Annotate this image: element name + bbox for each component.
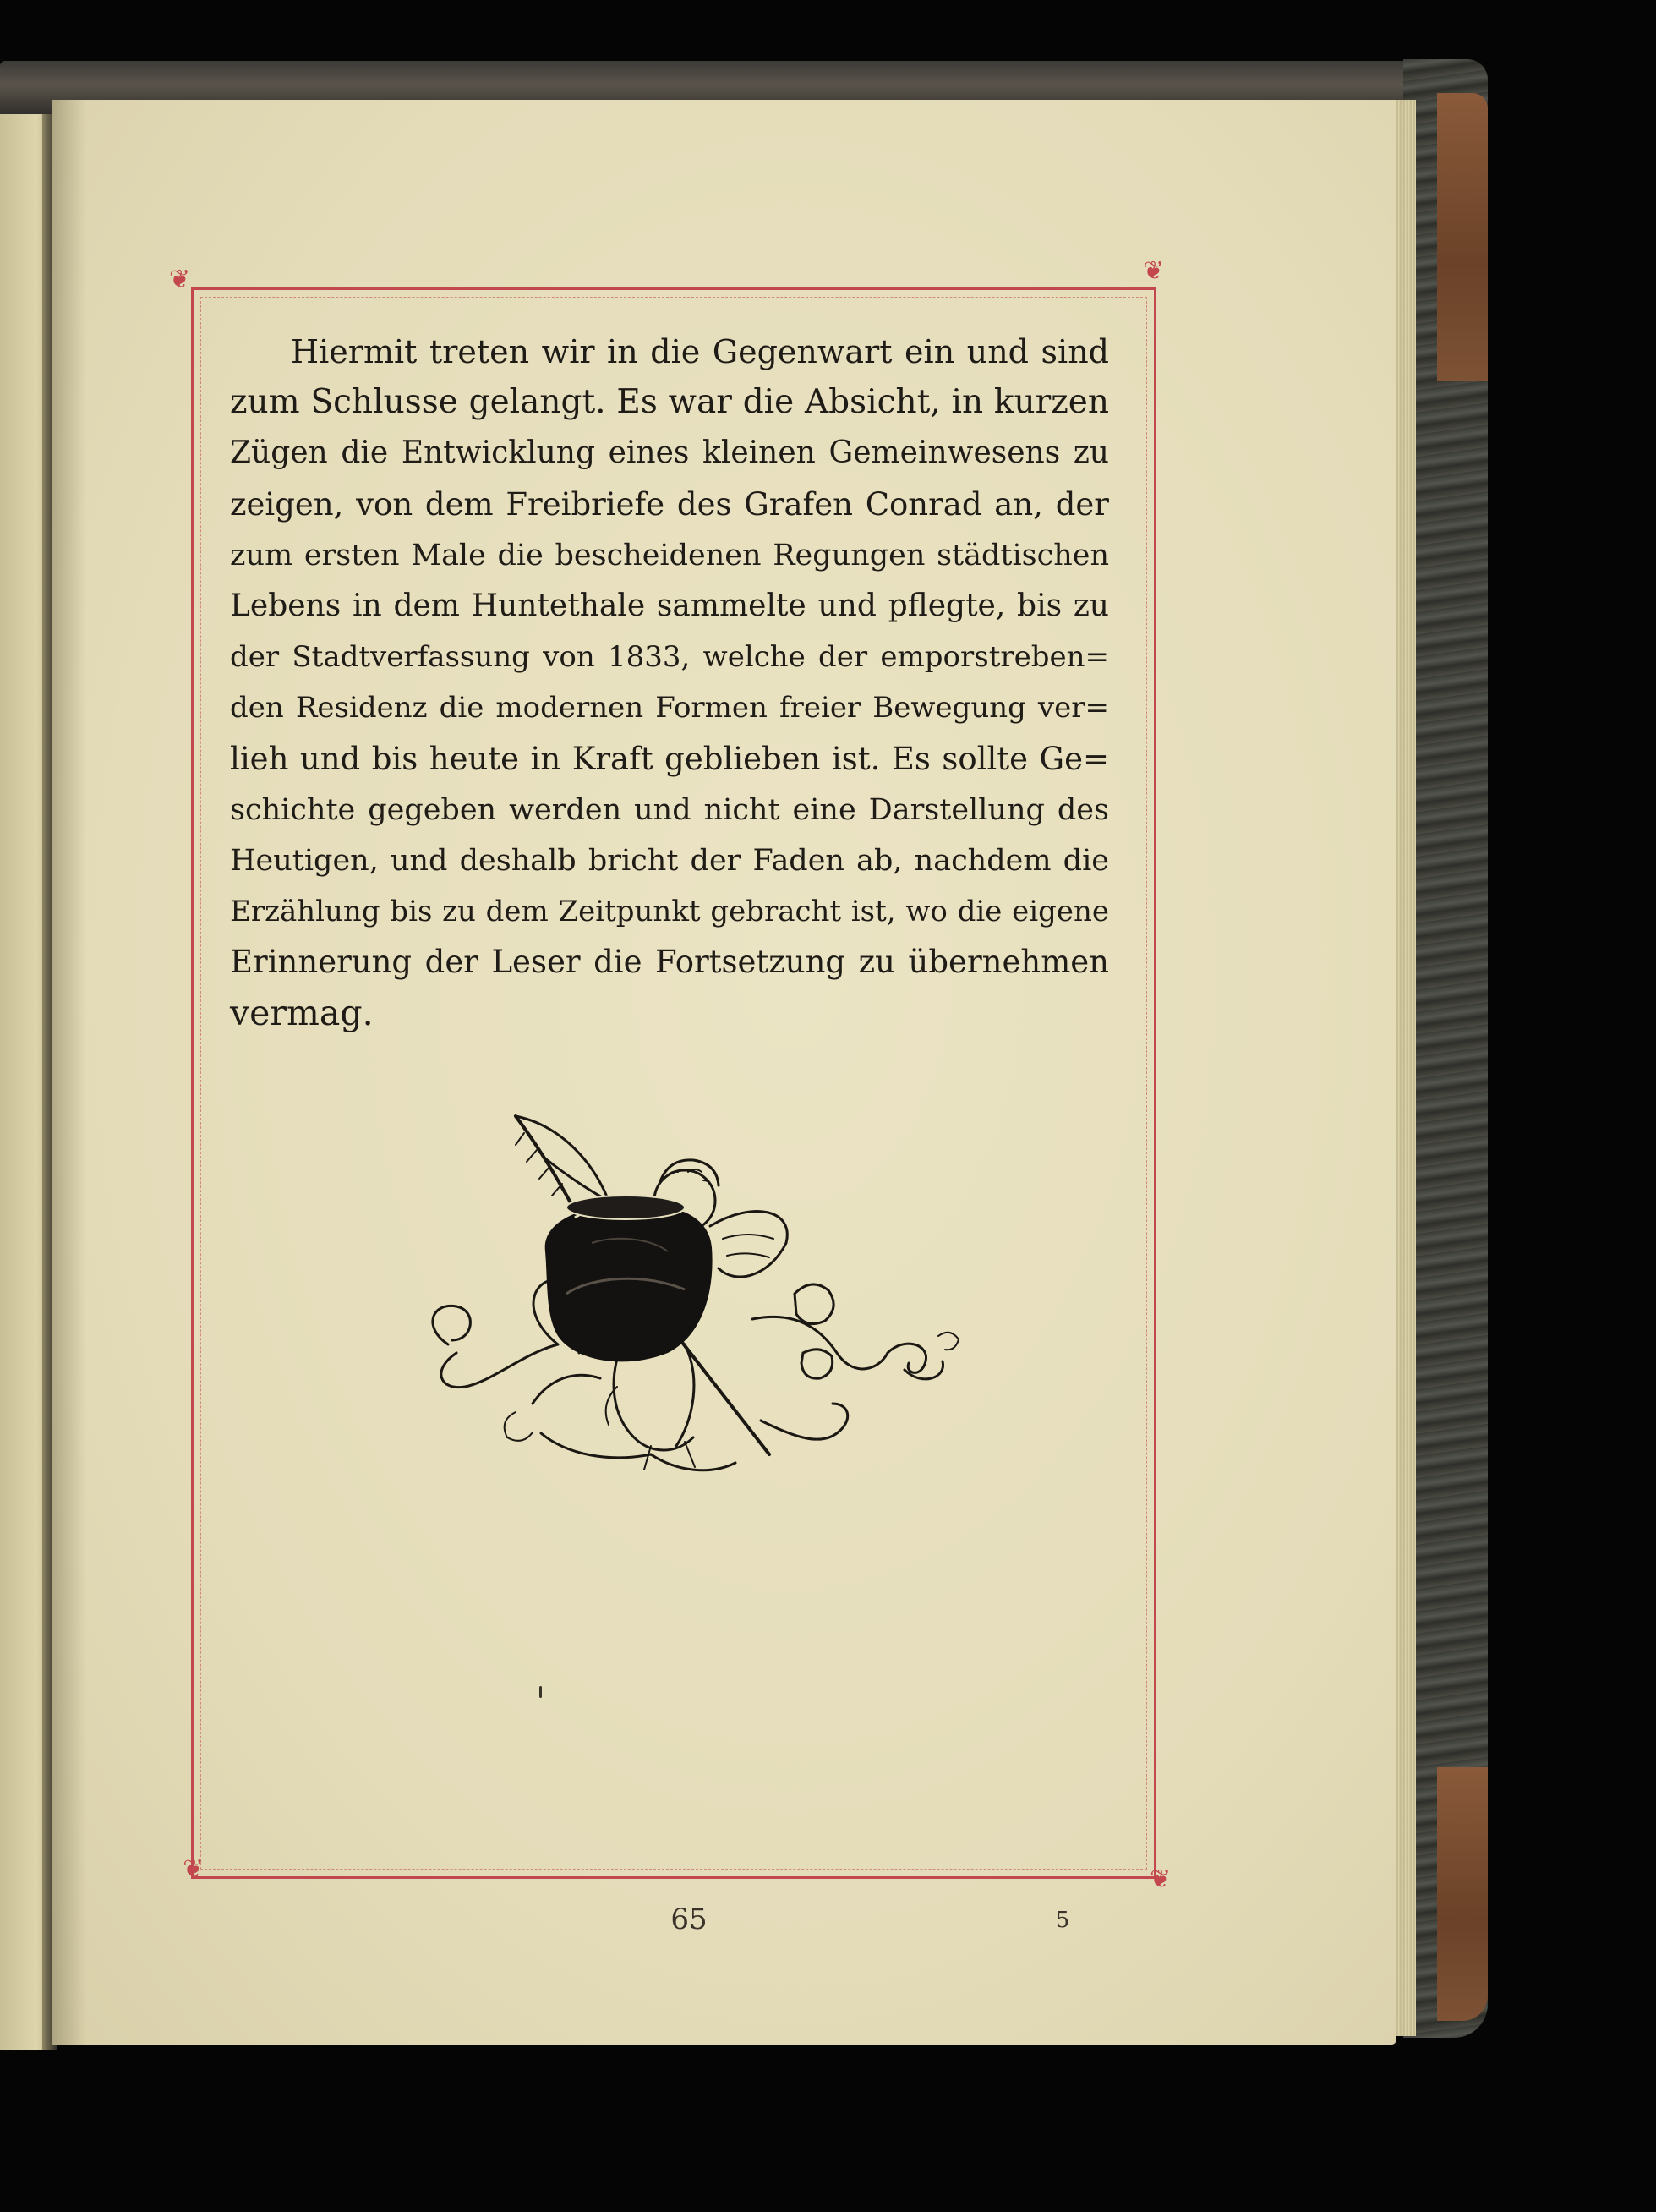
text-line: schichte gegeben werden und nicht eine Darstellung des [230, 792, 1109, 827]
corner-flourish-icon: ❦ [1143, 256, 1165, 286]
corner-flourish-icon: ❦ [1150, 1864, 1172, 1894]
text-line: Erinnerung der Leser die Fortsetzung zu übernehmen [230, 944, 1109, 981]
text-line: zum ersten Male die bescheidenen Regungen städtischen [230, 538, 1109, 572]
spine-leather-top [1437, 93, 1488, 381]
text-line: Hiermit treten wir in die Gegenwart ein und sind [291, 333, 1109, 370]
spine-leather-bottom [1437, 1767, 1488, 2021]
text-line: zum Schlusse gelangt. Es war die Absicht, in kurzen [230, 383, 1109, 422]
text-line: Lebens in dem Huntethale sammelte und pflegte, bis zu [230, 588, 1109, 623]
corner-flourish-icon: ❦ [183, 1854, 205, 1884]
text-line: den Residenz die modernen Formen freier Bewegung ver= [230, 691, 1109, 725]
cherub-inkwell-vignette-icon [397, 1099, 972, 1573]
text-line: zeigen, von dem Freibriefe des Grafen Conrad an, der [230, 485, 1109, 523]
text-line: lieh und bis heute in Kraft geblieben ist. Es sollte Ge= [230, 740, 1109, 777]
text-line: Zügen die Entwicklung eines kleinen Gemeinwesens zu [230, 435, 1109, 471]
signature-mark: 5 [1055, 1908, 1070, 1933]
print-speck [539, 1686, 542, 1698]
gutter-shade [52, 100, 86, 2045]
text-line: Heutigen, und deshalb bricht der Faden ab, nachdem die [230, 843, 1109, 878]
text-line: der Stadtverfassung von 1833, welche der emporstreben= [230, 640, 1109, 675]
page-number: 65 [670, 1903, 708, 1936]
body-paragraph [230, 326, 1109, 1039]
text-line: vermag. [230, 993, 374, 1034]
text-line: Erzählung bis zu dem Zeitpunkt gebracht ist, wo die eigene [230, 895, 1109, 929]
corner-flourish-icon: ❦ [169, 265, 191, 294]
